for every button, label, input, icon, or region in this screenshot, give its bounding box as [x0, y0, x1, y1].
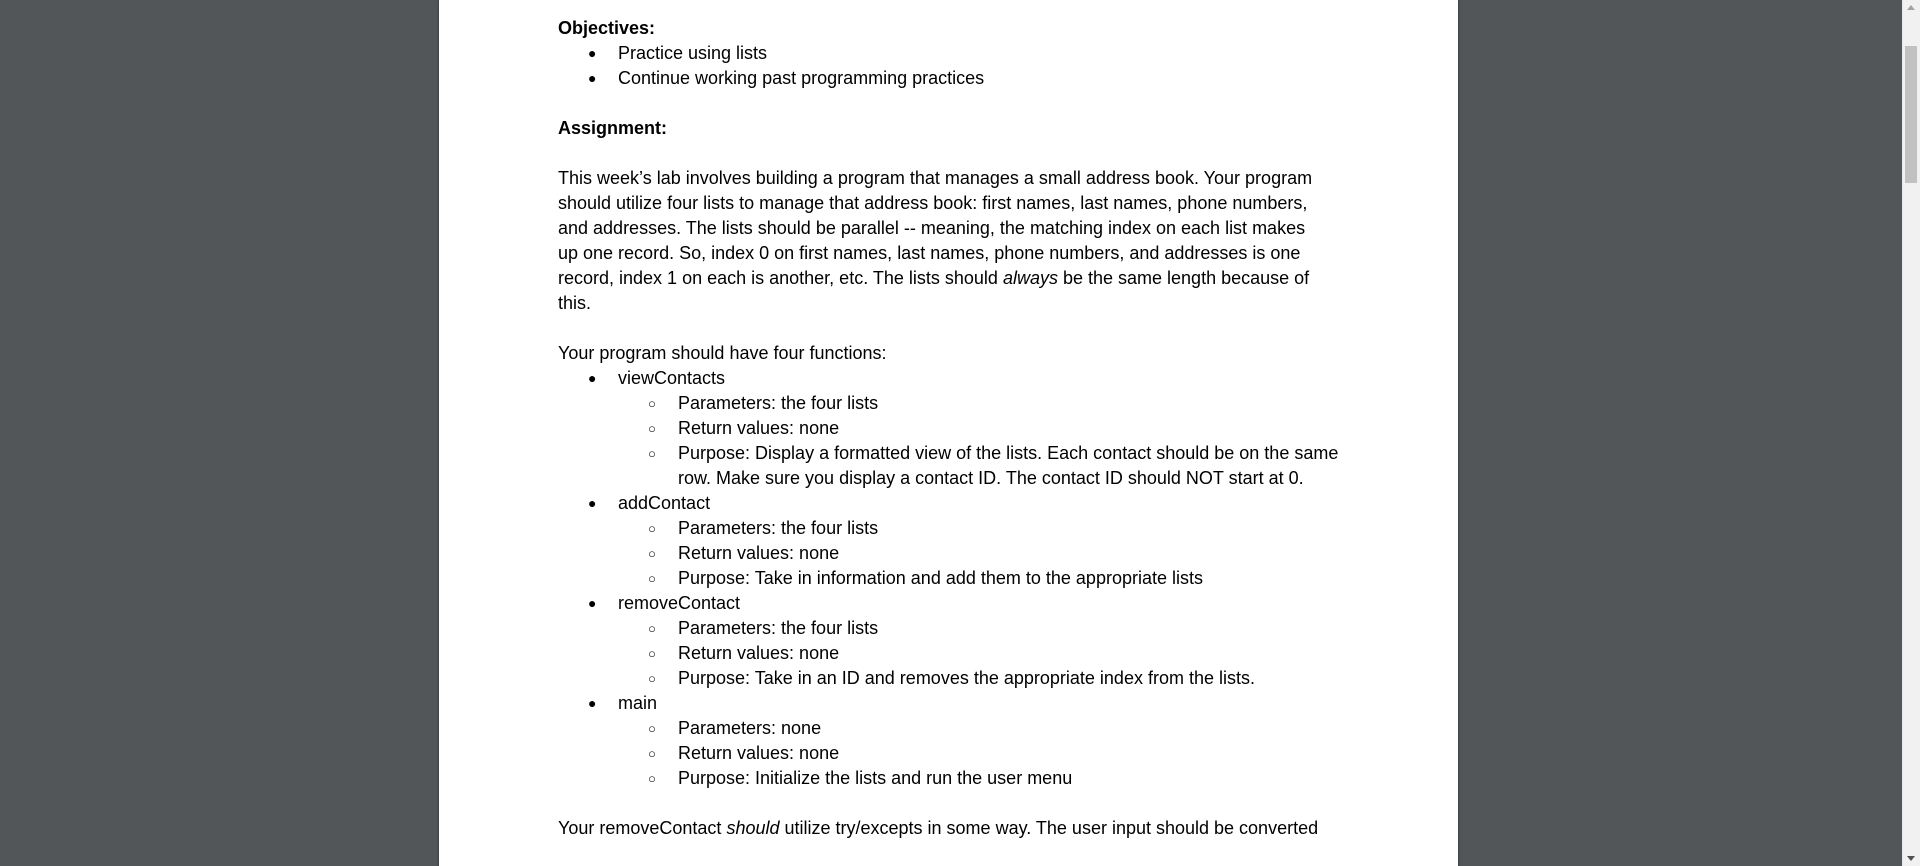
- assignment-heading: Assignment:: [558, 118, 668, 138]
- bullet-icon: ●: [588, 595, 597, 611]
- vertical-scrollbar[interactable]: [1902, 0, 1920, 866]
- sub-bullet-icon: ○: [648, 521, 656, 536]
- spacer: [558, 141, 1348, 166]
- sub-bullet-icon: ○: [648, 621, 656, 636]
- bullet-icon: ●: [588, 45, 597, 61]
- spacer: [558, 791, 1348, 816]
- functions-intro: Your program should have four functions:: [558, 343, 887, 363]
- sub-bullet-icon: ○: [648, 721, 656, 736]
- list-item: ○ Return values: none: [618, 741, 1348, 766]
- sub-bullet-icon: ○: [648, 746, 656, 761]
- function-details: [558, 716, 1348, 791]
- function-details: [558, 616, 1348, 691]
- function-details: [558, 391, 1348, 491]
- sub-bullet-icon: ○: [648, 396, 656, 411]
- function-item: [558, 491, 1348, 591]
- sub-bullet-icon: ○: [648, 571, 656, 586]
- bullet-icon: ●: [588, 370, 597, 386]
- list-item: ○ Return values: none: [618, 541, 1348, 566]
- function-name: removeContact: [618, 593, 741, 613]
- sub-bullet-icon: ○: [648, 771, 656, 786]
- function-item: [558, 366, 1348, 491]
- functions-list: [558, 366, 1348, 791]
- function-item: [558, 591, 1348, 691]
- function-details: [558, 516, 1348, 591]
- document-content: [558, 16, 1348, 841]
- sub-bullet-icon: ○: [648, 546, 656, 561]
- scrollbar-thumb[interactable]: [1905, 46, 1917, 183]
- emphasis-text: always: [1002, 268, 1058, 288]
- sub-bullet-icon: ○: [648, 646, 656, 661]
- function-name: addContact: [618, 493, 711, 513]
- list-item: ○ Parameters: the four lists: [618, 616, 1348, 641]
- bullet-icon: ●: [588, 495, 597, 511]
- function-name: main: [618, 693, 658, 713]
- list-item: ○ Return values: none: [618, 641, 1348, 666]
- sub-bullet-icon: ○: [648, 671, 656, 686]
- list-item: ● Practice using lists: [558, 41, 1348, 66]
- bullet-icon: ●: [588, 70, 597, 86]
- list-item: ○ Purpose: Take in an ID and removes the appropriate index from the lists.: [618, 666, 1348, 691]
- emphasis-text: should: [726, 818, 780, 838]
- list-item: ○ Purpose: Display a formatted view of the lists. Each contact should be on the same row. Make sure you display a contact ID. The contact ID should NOT start at 0.: [648, 443, 1339, 488]
- list-item: ○ Parameters: none: [618, 716, 1348, 741]
- objectives-list: [558, 41, 1348, 91]
- scroll-down-arrow-icon[interactable]: [1907, 856, 1915, 861]
- objectives-heading: Objectives:: [558, 18, 656, 38]
- function-name: viewContacts: [618, 368, 726, 388]
- sub-bullet-icon: ○: [648, 421, 656, 436]
- function-item: [558, 691, 1348, 791]
- list-item: ○ Purpose: Initialize the lists and run the user menu: [618, 766, 1348, 791]
- list-item: ○ Parameters: the four lists: [618, 516, 1348, 541]
- list-item: ○ Purpose: Take in information and add them to the appropriate lists: [618, 566, 1348, 591]
- spacer: [558, 316, 1348, 341]
- bullet-icon: ●: [588, 695, 597, 711]
- sub-bullet-icon: ○: [648, 446, 656, 461]
- list-item: ○ Parameters: the four lists: [618, 391, 1348, 416]
- assignment-paragraph: This week’s lab involves building a program that manages a small address book. Your program should utilize four lists to manage that address book: first names, last names, phone numbers, and addresses. The lists should be parallel -- meaning, the matching index on each list makes up one record. So, index 0 on first names, last names, phone numbers, and addresses is one record, index 1 on each is another, etc. The lists should always be the same length because of this.: [558, 168, 1313, 313]
- closing-paragraph: Your removeContact should utilize try/excepts in some way. The user input should be converted: [558, 818, 1319, 838]
- list-item: ○ Return values: none: [618, 416, 1348, 441]
- scroll-up-arrow-icon[interactable]: [1907, 5, 1915, 10]
- list-item: ● Continue working past programming practices: [558, 66, 1348, 91]
- spacer: [558, 91, 1348, 116]
